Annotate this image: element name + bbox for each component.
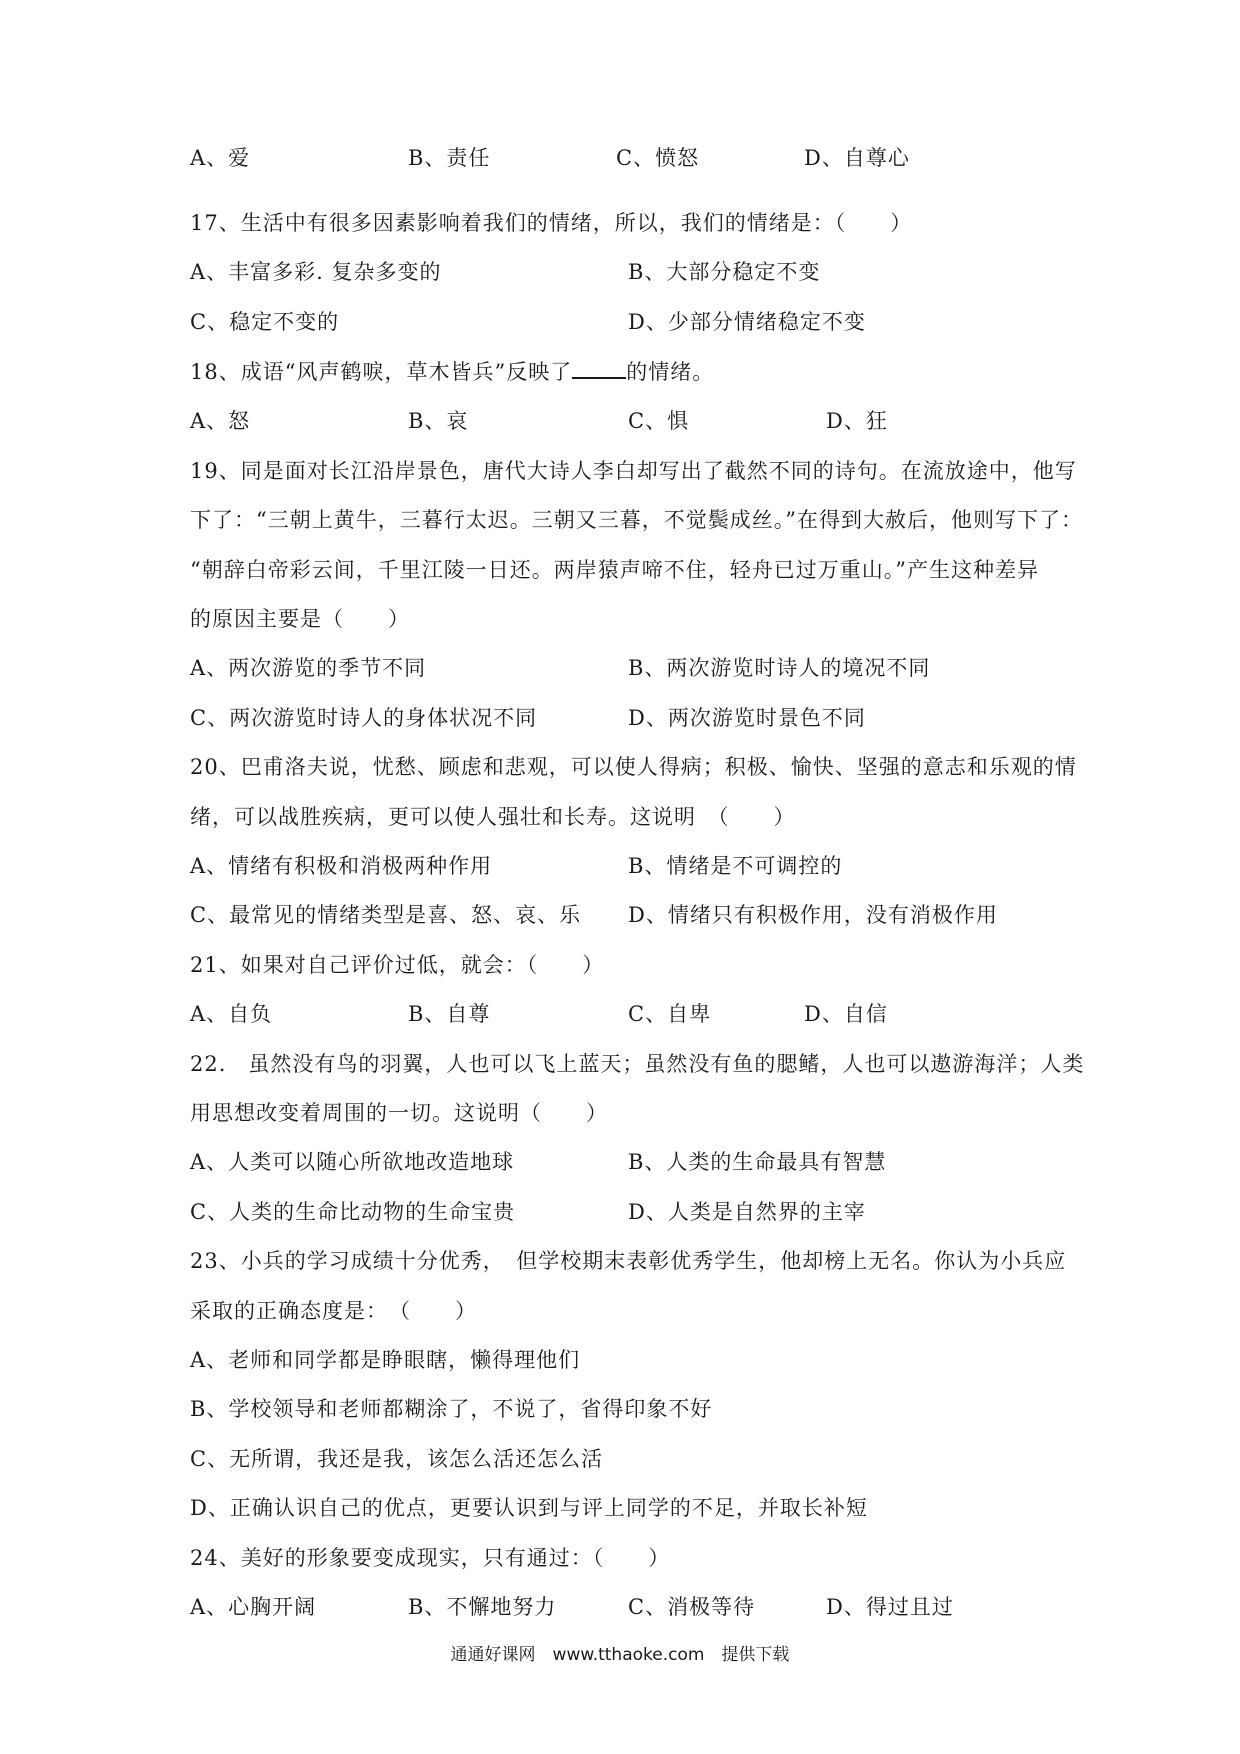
q16-option-d: D、自尊心 — [804, 146, 910, 170]
q24-option-c: C、消极等待 — [628, 1595, 756, 1619]
q19-stem-line-2: 下了：“三朝上黄牛，三暮行太迟。三朝又三暮，不觉鬓成丝。”在得到大赦后，他则写下了： — [190, 508, 1083, 532]
q20-stem-line-2: 绪，可以战胜疾病，更可以使人强壮和长寿。这说明 （ ） — [190, 805, 796, 829]
q22-stem-line-2: 用思想改变着周围的一切。这说明（ ） — [190, 1101, 608, 1125]
q19-stem-line-1: 19、同是面对长江沿岸景色，唐代大诗人李白却写出了截然不同的诗句。在流放途中，他写 — [190, 459, 1077, 483]
q19-option-a: A、两次游览的季节不同 — [190, 656, 427, 680]
q18-option-d: D、狂 — [826, 409, 888, 433]
q21-option-a: A、自负 — [190, 1002, 273, 1026]
q23-option-a: A、老师和同学都是睁眼瞎，懒得理他们 — [190, 1348, 581, 1372]
q21-option-c: C、自卑 — [628, 1002, 712, 1026]
q23-option-c: C、无所谓，我还是我，该怎么活还怎么活 — [190, 1447, 604, 1471]
q18-option-c: C、惧 — [628, 409, 690, 433]
q16-option-c: C、愤怒 — [616, 146, 700, 170]
q20-option-a: A、情绪有积极和消极两种作用 — [190, 854, 493, 878]
q17-stem: 17、生活中有很多因素影响着我们的情绪，所以，我们的情绪是：（ ） — [190, 211, 913, 235]
q17-option-d: D、少部分情绪稳定不变 — [628, 310, 866, 334]
q22-option-b: B、人类的生命最具有智慧 — [628, 1150, 887, 1174]
q20-stem-line-1: 20、巴甫洛夫说，忧愁、顾虑和悲观，可以使人得病；积极、愉快、坚强的意志和乐观的情 — [190, 755, 1077, 779]
q23-stem-line-2: 采取的正确态度是： （ ） — [190, 1299, 477, 1323]
q17-option-c: C、稳定不变的 — [190, 310, 340, 334]
q18-option-b: B、哀 — [408, 409, 469, 433]
q18-stem — [190, 357, 714, 387]
q19-stem-line-3: “朝辞白帝彩云间，千里江陵一日还。两岸猿声啼不住，轻舟已过万重山。”产生这种差异 — [190, 558, 1039, 582]
q20-option-c: C、最常见的情绪类型是喜、怒、哀、乐 — [190, 903, 582, 927]
footer-source-note: 通通好课网 www.tthaoke.com 提供下载 — [450, 1645, 790, 1665]
q24-stem: 24、美好的形象要变成现实，只有通过：（ ） — [190, 1546, 671, 1570]
q19-option-c: C、两次游览时诗人的身体状况不同 — [190, 706, 538, 730]
q24-option-a: A、心胸开阔 — [190, 1595, 317, 1619]
q18-stem-before: 18、成语“风声鹤唳，草木皆兵”反映了 — [190, 360, 573, 384]
q19-stem-line-4: 的原因主要是（ ） — [190, 607, 410, 631]
q23-option-d: D、正确认识自己的优点，更要认识到与评上同学的不足，并取长补短 — [190, 1496, 868, 1520]
q18-option-a: A、怒 — [190, 409, 251, 433]
q23-option-b: B、学校领导和老师都糊涂了，不说了，省得印象不好 — [190, 1397, 713, 1421]
q21-option-d: D、自信 — [804, 1002, 888, 1026]
q16-option-a: A、爱 — [190, 146, 251, 170]
q16-option-b: B、责任 — [408, 146, 491, 170]
q19-option-b: B、两次游览时诗人的境况不同 — [628, 656, 931, 680]
q24-option-b: B、不懈地努力 — [408, 1595, 557, 1619]
q22-option-a: A、人类可以随心所欲地改造地球 — [190, 1150, 515, 1174]
q20-option-d: D、情绪只有积极作用，没有消极作用 — [628, 903, 998, 927]
q17-option-a: A、丰富多彩. 复杂多变的 — [190, 260, 442, 284]
q17-option-b: B、大部分稳定不变 — [628, 260, 821, 284]
q22-option-c: C、人类的生命比动物的生命宝贵 — [190, 1200, 516, 1224]
q19-option-d: D、两次游览时景色不同 — [628, 706, 866, 730]
q22-stem-line-1: 22. 虽然没有鸟的羽翼，人也可以飞上蓝天；虽然没有鱼的腮鳍，人也可以遨游海洋；人类 — [190, 1052, 1085, 1076]
q24-option-d: D、得过且过 — [826, 1595, 954, 1619]
q21-stem: 21、如果对自己评价过低，就会：（ ） — [190, 953, 605, 977]
q18-answer-blank — [572, 359, 626, 379]
q20-option-b: B、情绪是不可调控的 — [628, 854, 843, 878]
q18-stem-after: 的情绪。 — [626, 360, 715, 384]
q23-stem-line-1: 23、小兵的学习成绩十分优秀， 但学校期末表彰优秀学生，他却榜上无名。你认为小兵应 — [190, 1249, 1067, 1273]
q21-option-b: B、自尊 — [408, 1002, 491, 1026]
q22-option-d: D、人类是自然界的主宰 — [628, 1200, 866, 1224]
